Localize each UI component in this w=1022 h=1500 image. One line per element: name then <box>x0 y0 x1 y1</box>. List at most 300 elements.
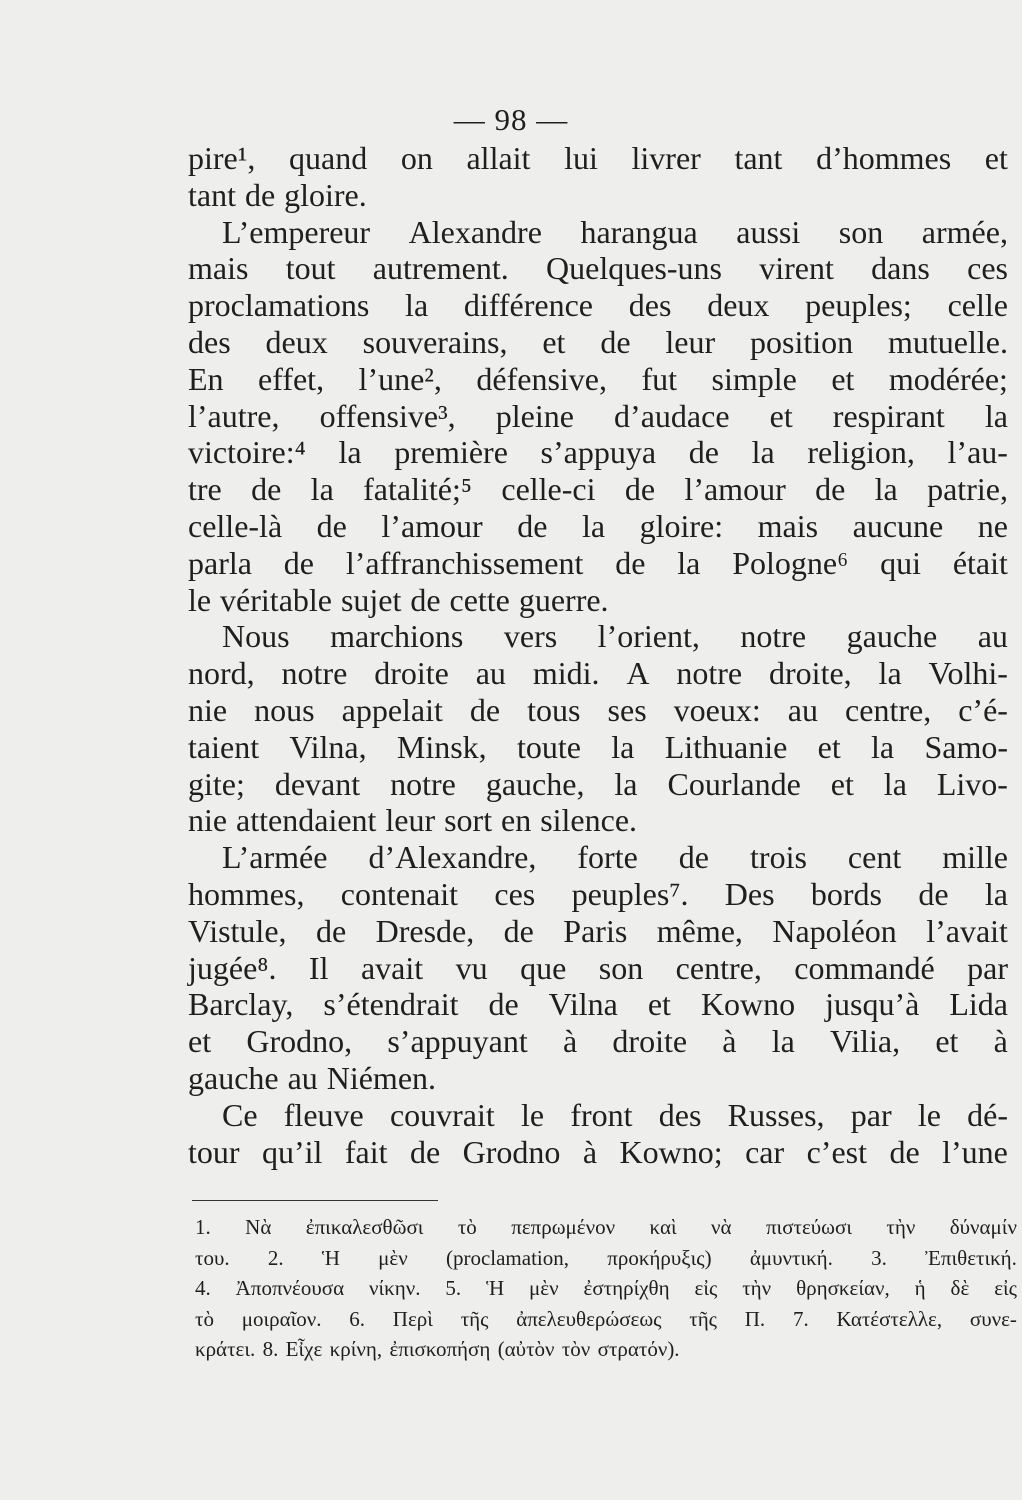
word: le <box>521 1096 545 1133</box>
word: son <box>598 949 644 986</box>
word: midi. <box>532 655 600 692</box>
word: qui <box>880 544 921 581</box>
footnote-word: 5. <box>445 1276 462 1300</box>
word: Nous <box>222 618 290 655</box>
word: En <box>188 360 224 397</box>
word: mutuelle. <box>888 323 1008 360</box>
word: modérée; <box>888 360 1008 397</box>
word: Grodno <box>462 1133 561 1170</box>
footnote-word: μοιραῖον. <box>241 1306 322 1331</box>
word: guerre. <box>518 581 609 618</box>
word: et <box>188 1023 212 1060</box>
text-line <box>188 1134 1008 1171</box>
text-line <box>188 655 1008 692</box>
text-line <box>188 876 1008 913</box>
word: la <box>338 434 362 471</box>
word: car <box>745 1133 785 1170</box>
word: l’autre, <box>188 397 280 434</box>
word: celle <box>947 287 1008 324</box>
word: de <box>488 986 519 1023</box>
word: des <box>188 323 231 360</box>
word: jugée⁸. <box>188 949 277 986</box>
word: c’est <box>806 1133 867 1170</box>
word: Livo- <box>936 765 1008 802</box>
word: livrer <box>631 140 701 176</box>
word: effet, <box>258 360 325 397</box>
word: Niémen. <box>326 1059 437 1096</box>
word: de <box>688 434 719 471</box>
word: peuples; <box>805 287 912 324</box>
word: centre, <box>845 691 932 728</box>
footnote-word: ἐπισκοπήση <box>389 1337 491 1361</box>
word: A <box>626 655 650 692</box>
word: Des <box>724 875 775 912</box>
text-line <box>188 1060 1008 1097</box>
word: virent <box>759 250 834 287</box>
word: et <box>769 397 793 434</box>
footnote-word: μὲν <box>378 1245 408 1270</box>
word: au <box>787 691 818 728</box>
word: notre <box>281 655 348 692</box>
text-line <box>188 802 1008 839</box>
text-line <box>188 324 1008 361</box>
word: tous <box>527 691 581 728</box>
word: à <box>562 1023 578 1060</box>
footnote-word: 1. <box>195 1215 211 1239</box>
word: dans <box>871 250 930 287</box>
footnote-word: (αὐτὸν <box>497 1337 555 1361</box>
word: gloire. <box>284 176 367 213</box>
word: que <box>520 949 567 986</box>
word: s’appuya <box>540 434 657 471</box>
word: nie <box>188 802 228 839</box>
word: la <box>677 544 701 581</box>
word: l’affranchissement <box>345 544 584 581</box>
footnote-word: 8. <box>262 1337 279 1361</box>
word: tant <box>188 176 236 213</box>
word: d’audace <box>614 397 730 434</box>
word: en <box>501 802 532 839</box>
word: et <box>831 360 855 397</box>
word: par <box>850 1096 892 1133</box>
word: tout <box>285 250 336 287</box>
word: et <box>542 323 566 360</box>
text-line <box>188 140 1008 177</box>
word: sujet <box>340 581 402 618</box>
word: harangua <box>580 213 698 250</box>
word: Barclay, <box>188 986 294 1023</box>
word: l’au- <box>947 434 1008 471</box>
word: avait <box>360 949 424 986</box>
footnote-word: καὶ <box>649 1215 677 1239</box>
word: proclamations <box>188 287 370 324</box>
word: de <box>283 544 314 581</box>
word: tant <box>734 140 783 176</box>
word: nord, <box>188 655 255 692</box>
footnote-word: Ἡ <box>486 1276 505 1300</box>
text-line <box>188 618 1008 655</box>
word: différence <box>463 287 593 324</box>
word: de <box>503 912 534 949</box>
word: la <box>871 728 895 765</box>
word: de <box>815 471 846 508</box>
word: Volhi- <box>928 655 1008 692</box>
word: toute <box>516 728 581 765</box>
word: Russes, <box>727 1096 825 1133</box>
footnote-word: 7. <box>792 1306 809 1331</box>
footnote-word: κράτει. <box>195 1337 256 1361</box>
word: Ce <box>222 1096 258 1133</box>
word: aussi <box>736 213 801 250</box>
word: couvrait <box>389 1096 495 1133</box>
word: deux <box>265 323 328 360</box>
word: de <box>600 323 631 360</box>
word: L’armée <box>222 839 328 876</box>
word: fut <box>641 360 678 397</box>
footnote-line <box>195 1212 1017 1243</box>
word: de <box>889 1133 920 1170</box>
word: Il <box>308 949 329 986</box>
word: vers <box>503 618 558 655</box>
text-line <box>188 729 1008 766</box>
footnote-word: στρατόν). <box>597 1337 680 1361</box>
word: à <box>722 1023 737 1060</box>
word: simple <box>711 360 797 397</box>
text-line <box>188 398 1008 435</box>
word: de <box>244 176 276 213</box>
word: la <box>405 287 429 324</box>
word: parla <box>188 544 252 581</box>
word: d’Alexandre, <box>368 839 537 876</box>
word: patrie, <box>927 471 1008 508</box>
text-line <box>188 250 1008 287</box>
word: peuples⁷. <box>571 875 689 912</box>
word: à <box>582 1133 598 1170</box>
word: de <box>410 581 441 618</box>
word: leur <box>665 323 716 360</box>
word: la <box>771 1023 795 1060</box>
text-line <box>188 545 1008 582</box>
word: vu <box>455 949 488 986</box>
word: l’orient, <box>597 618 700 655</box>
word: gauche, <box>485 765 585 802</box>
word: et <box>935 1023 959 1060</box>
word: notre <box>676 655 743 692</box>
word: au <box>475 655 506 692</box>
word: d’hommes <box>816 140 952 176</box>
footnote-word: εἰς <box>694 1276 718 1300</box>
word: deux <box>707 287 770 324</box>
word: taient <box>188 728 260 765</box>
footnote-word: εἰς <box>994 1276 1017 1300</box>
text-line <box>188 692 1008 729</box>
word: de <box>409 1133 441 1170</box>
word: devant <box>274 765 361 802</box>
text-line <box>188 214 1008 251</box>
word: Napoléon <box>772 912 897 949</box>
word: silence. <box>540 802 638 839</box>
footnote-rule <box>192 1200 438 1201</box>
word: appelait <box>341 691 443 728</box>
word: de <box>251 471 282 508</box>
word: de <box>469 691 501 728</box>
word: armée, <box>921 213 1008 250</box>
word: Paris <box>563 912 628 949</box>
word: jusqu’à <box>825 986 920 1023</box>
word: marchions <box>330 618 464 655</box>
word: première <box>394 434 508 471</box>
word: gauche <box>846 618 938 655</box>
text-line <box>188 1023 1008 1060</box>
word: au <box>977 618 1008 655</box>
word: L’empereur <box>222 213 371 250</box>
footnote-line <box>195 1243 1017 1274</box>
footnote-word: τὸν <box>561 1337 591 1361</box>
word: défensive, <box>476 360 607 397</box>
word: s’étendrait <box>323 986 459 1023</box>
word: ses <box>607 691 647 728</box>
word: gite; <box>188 765 245 802</box>
word: Samo- <box>924 728 1008 765</box>
word: et <box>830 765 854 802</box>
footnote-word: Ἡ <box>321 1245 340 1270</box>
word: ces <box>494 875 536 912</box>
word: par <box>967 949 1008 986</box>
word: centre, <box>675 949 762 986</box>
text-line <box>188 913 1008 950</box>
word: Alexandre <box>408 213 542 250</box>
word: voeux: <box>673 691 761 728</box>
footnote-word: 6. <box>349 1306 366 1331</box>
word: fatalité;⁵ <box>363 471 472 508</box>
word: cette <box>449 581 510 618</box>
word: Quelques-uns <box>546 250 722 287</box>
word: forte <box>577 839 638 876</box>
footnote-word: Κατέστελλε, <box>836 1306 943 1331</box>
word: gloire: <box>639 507 724 544</box>
footnote-word: μὲν <box>529 1276 559 1300</box>
footnote-line <box>195 1273 1017 1304</box>
footnote-word: θρησκείαν, <box>796 1276 890 1300</box>
body-text <box>188 140 1008 1170</box>
word: le <box>188 581 212 618</box>
word: l’amour <box>684 471 786 508</box>
word: l’amour <box>381 507 483 544</box>
word: contenait <box>340 875 459 912</box>
footnote-word: 3. <box>871 1245 887 1270</box>
word: hommes, <box>188 875 305 912</box>
footnote-word: ἐστηρίχθη <box>583 1276 670 1300</box>
text-line <box>188 508 1008 545</box>
footnote-word: ἡ <box>914 1276 926 1300</box>
text-line <box>188 471 1008 508</box>
word: à <box>993 1023 1008 1060</box>
footnote-word: Ἀποπνέουσα <box>235 1276 345 1300</box>
footnote-line <box>195 1304 1017 1335</box>
word: allait <box>466 140 531 176</box>
word: son <box>838 213 884 250</box>
word: la <box>611 728 635 765</box>
word: respirant <box>832 397 945 434</box>
word: leur <box>385 802 436 839</box>
word: bords <box>810 875 882 912</box>
page-number: — 98 — <box>453 102 569 137</box>
word: celle-là <box>188 507 283 544</box>
text-line <box>188 766 1008 803</box>
footnote-word: ἐπικαλεσθῶσι <box>305 1215 424 1239</box>
footnote-word: Περὶ <box>392 1306 433 1331</box>
footnote-word: νὰ <box>711 1215 732 1239</box>
word: victoire:⁴ <box>188 434 306 471</box>
footnote-word: του. <box>195 1245 230 1270</box>
text-line <box>188 177 1008 214</box>
footnote-word: τὸ <box>195 1306 214 1331</box>
word: Vilna, <box>289 728 367 765</box>
word: de <box>517 507 548 544</box>
word: de <box>624 471 656 508</box>
footnote-word: κρίνη, <box>329 1337 383 1361</box>
footnote-word: δὲ <box>950 1276 970 1300</box>
text-line <box>188 839 1008 876</box>
word: tre <box>188 471 222 508</box>
footnote-word: Εἶχε <box>285 1337 323 1361</box>
word: ces <box>967 250 1008 287</box>
word: notre <box>740 618 807 655</box>
word: quand <box>288 140 368 176</box>
word: front <box>570 1096 633 1133</box>
word: autrement. <box>372 250 509 287</box>
word: le <box>917 1096 941 1133</box>
word: gauche <box>188 1059 279 1096</box>
word: nie <box>188 691 228 728</box>
footnote-word: Ἐπιθετική. <box>925 1245 1017 1270</box>
word: était <box>952 544 1008 581</box>
word: et <box>647 986 671 1023</box>
word: fait <box>344 1133 388 1170</box>
word: lui <box>564 140 598 176</box>
word: c’é- <box>958 691 1008 728</box>
text-line <box>188 361 1008 398</box>
footnote-word: 4. <box>195 1276 211 1300</box>
word: au <box>287 1059 318 1096</box>
word: religion, <box>807 434 915 471</box>
word: fleuve <box>283 1096 364 1133</box>
word: Minsk, <box>396 728 487 765</box>
footnote-word: τὴν <box>886 1215 916 1239</box>
word: droite <box>374 655 449 692</box>
footnote-word: πεπρωμένον <box>511 1215 616 1239</box>
word: trois <box>750 839 807 876</box>
word: l’une <box>942 1133 1008 1170</box>
word: droite, <box>769 655 852 692</box>
footnote-word: προκήρυξις) <box>607 1245 712 1270</box>
footnote-word: τῆς <box>689 1306 717 1331</box>
word: qu’il <box>262 1133 323 1170</box>
word: Lithuanie <box>664 728 788 765</box>
word: position <box>750 323 854 360</box>
footnote-word: πιστεύωσι <box>765 1215 852 1239</box>
word: mais <box>188 250 249 287</box>
word: la <box>751 434 775 471</box>
footnote-word: τῆς <box>460 1306 489 1331</box>
footnote-word: συνε- <box>969 1306 1017 1331</box>
word: de <box>615 544 646 581</box>
text-line <box>188 986 1008 1023</box>
word: pire¹, <box>188 140 256 176</box>
word: offensive³, <box>319 397 456 434</box>
word: mille <box>942 839 1008 876</box>
word: Kowno; <box>619 1133 723 1170</box>
footnote-word: νίκην. <box>369 1276 421 1300</box>
word: la <box>984 875 1008 912</box>
word: cent <box>847 839 902 876</box>
word: aucune <box>852 507 944 544</box>
word: Grodno, <box>246 1023 353 1060</box>
footnote-word: (proclamation, <box>445 1245 570 1270</box>
word: la <box>614 765 638 802</box>
word: tour <box>188 1133 240 1170</box>
word: ne <box>977 507 1008 544</box>
word: Vistule, <box>188 912 287 949</box>
word: la <box>878 655 902 692</box>
word: la <box>883 765 907 802</box>
word: on <box>400 140 433 176</box>
word: dé- <box>967 1096 1008 1133</box>
word: Pologne⁶ <box>732 544 849 581</box>
footnote-word: Νὰ <box>245 1215 272 1239</box>
word: et <box>817 728 841 765</box>
word: de <box>678 839 709 876</box>
word: souverains, <box>362 323 508 360</box>
word: véritable <box>220 581 332 618</box>
word: la <box>581 507 606 544</box>
word: mais <box>757 507 819 544</box>
word: de <box>918 875 949 912</box>
footnote-word: ἀμυντική. <box>749 1245 833 1270</box>
text-line <box>188 434 1008 471</box>
text-line <box>188 1097 1008 1134</box>
word: et <box>984 140 1008 176</box>
word: notre <box>390 765 456 802</box>
word: des <box>628 287 672 324</box>
word: même, <box>656 912 743 949</box>
word: des <box>658 1096 702 1133</box>
word: Courlande <box>667 765 801 802</box>
word: de <box>316 507 347 544</box>
word: s’appuyant <box>387 1023 528 1060</box>
word: l’avait <box>926 912 1008 949</box>
footnote-word: τὴν <box>742 1276 772 1300</box>
text-line <box>188 582 1008 619</box>
word: Kowno <box>700 986 796 1023</box>
word: de <box>315 912 347 949</box>
word: sort <box>444 802 493 839</box>
word: nous <box>254 691 315 728</box>
word: la <box>874 471 898 508</box>
word: la <box>310 471 334 508</box>
footnote-word: ἀπελευθερώσεως <box>516 1306 662 1331</box>
word: celle-ci <box>501 471 596 508</box>
footnote-word: τὸ <box>457 1215 477 1239</box>
footnote-word: 2. <box>267 1245 284 1270</box>
word: la <box>984 397 1008 434</box>
word: Vilia, <box>830 1023 901 1060</box>
footnote-word: Π. <box>744 1306 766 1331</box>
text-line <box>188 950 1008 987</box>
word: droite <box>612 1023 688 1060</box>
footnotes <box>195 1212 1017 1365</box>
word: Vilna <box>548 986 618 1023</box>
